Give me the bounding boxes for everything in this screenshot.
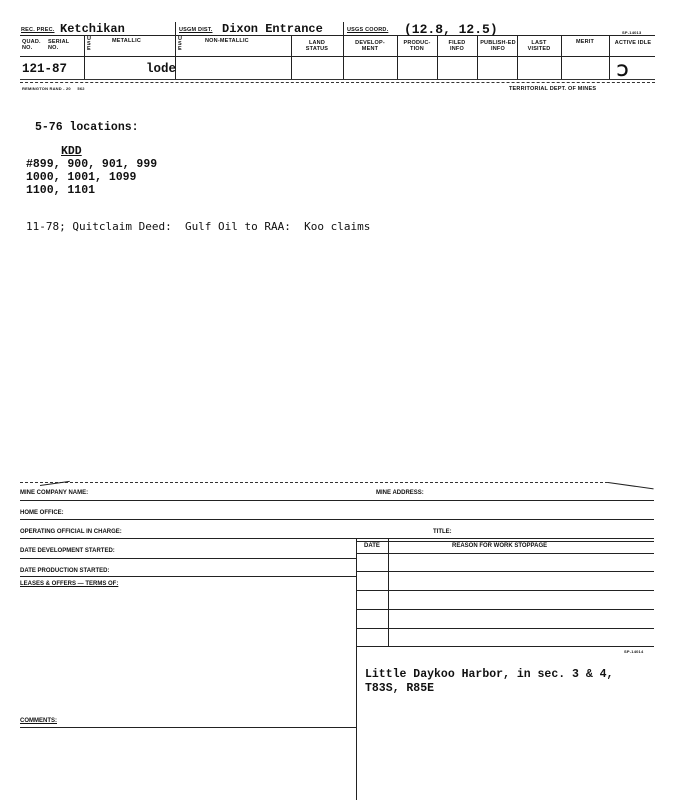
- operating-official-label: OPERATING OFFICIAL IN CHARGE:: [20, 529, 122, 535]
- col-nonmetallic: NON-METALLIC: [205, 38, 249, 44]
- location-line-2: T83S, R85E: [365, 682, 435, 695]
- form-number-top: SP-14013: [622, 30, 642, 35]
- col-published-info: PUBLISH-ED INFO: [480, 40, 516, 52]
- date-prod-started-label: DATE PRODUCTION STARTED:: [20, 568, 110, 574]
- locations-line-1: #899, 900, 901, 999: [26, 158, 158, 171]
- col-metallic: METALLIC: [112, 38, 141, 44]
- col-production: PRODUC-TION: [403, 40, 431, 52]
- location-line-1: Little Daykoo Harbor, in sec. 3 & 4,: [365, 668, 614, 681]
- col-use-2: U S E: [178, 36, 183, 52]
- printer-note: REMINGTON RAND - 20 562: [22, 86, 85, 91]
- col-use-1: U S E: [87, 36, 92, 52]
- usgs-coord-label: USGS COORD.: [347, 27, 389, 33]
- col-active-idle: ACTIVE IDLE: [614, 40, 652, 46]
- mine-company-name-label: MINE COMPANY NAME:: [20, 490, 89, 496]
- col-land-status: LAND STATUS: [305, 40, 329, 52]
- date-dev-started-label: DATE DEVELOPMENT STARTED:: [20, 548, 115, 554]
- rec-prec-value: Ketchikan: [60, 22, 125, 36]
- col-serial-no: SERIAL NO.: [48, 39, 70, 51]
- col-development: DEVELOP-MENT: [355, 40, 385, 52]
- quitclaim-note: 11-78; Quitclaim Deed: Gulf Oil to RAA: Koo claims: [26, 220, 371, 233]
- usgm-dist-label: USGM DIST.: [179, 27, 213, 33]
- locations-line-3: 1100, 1101: [26, 184, 96, 197]
- kdd-label: KDD: [61, 145, 82, 158]
- col-merit: MERIT: [575, 39, 595, 45]
- metallic-value: lode: [146, 62, 177, 76]
- usgs-coord-value: (12.8, 12.5): [404, 22, 498, 37]
- active-idle-mark: Ↄ: [617, 63, 629, 80]
- quad-serial-value: 121-87: [22, 62, 68, 76]
- col-filed-info: FILED INFO: [448, 40, 466, 52]
- comments-label: COMMENTS:: [20, 718, 57, 724]
- locations-heading: 5-76 locations:: [35, 121, 139, 134]
- home-office-label: HOME OFFICE:: [20, 510, 64, 516]
- leases-offers-label: LEASES & OFFERS — TERMS OF:: [20, 581, 119, 587]
- col-last-visited: LAST VISITED: [527, 40, 551, 52]
- form-number-bottom: SP-14014: [624, 649, 644, 654]
- dept-name: TERRITORIAL DEPT. OF MINES: [509, 86, 597, 92]
- reason-column-header: REASON FOR WORK STOPPAGE: [452, 543, 548, 549]
- date-column-header: DATE: [364, 543, 380, 549]
- title-label: TITLE:: [433, 529, 452, 535]
- rec-prec-label: REC. PREC.: [21, 27, 55, 33]
- mine-address-label: MINE ADDRESS:: [376, 490, 424, 496]
- usgm-dist-value: Dixon Entrance: [222, 22, 323, 36]
- col-quad-no: QUAD. NO.: [22, 39, 41, 51]
- locations-line-2: 1000, 1001, 1099: [26, 171, 137, 184]
